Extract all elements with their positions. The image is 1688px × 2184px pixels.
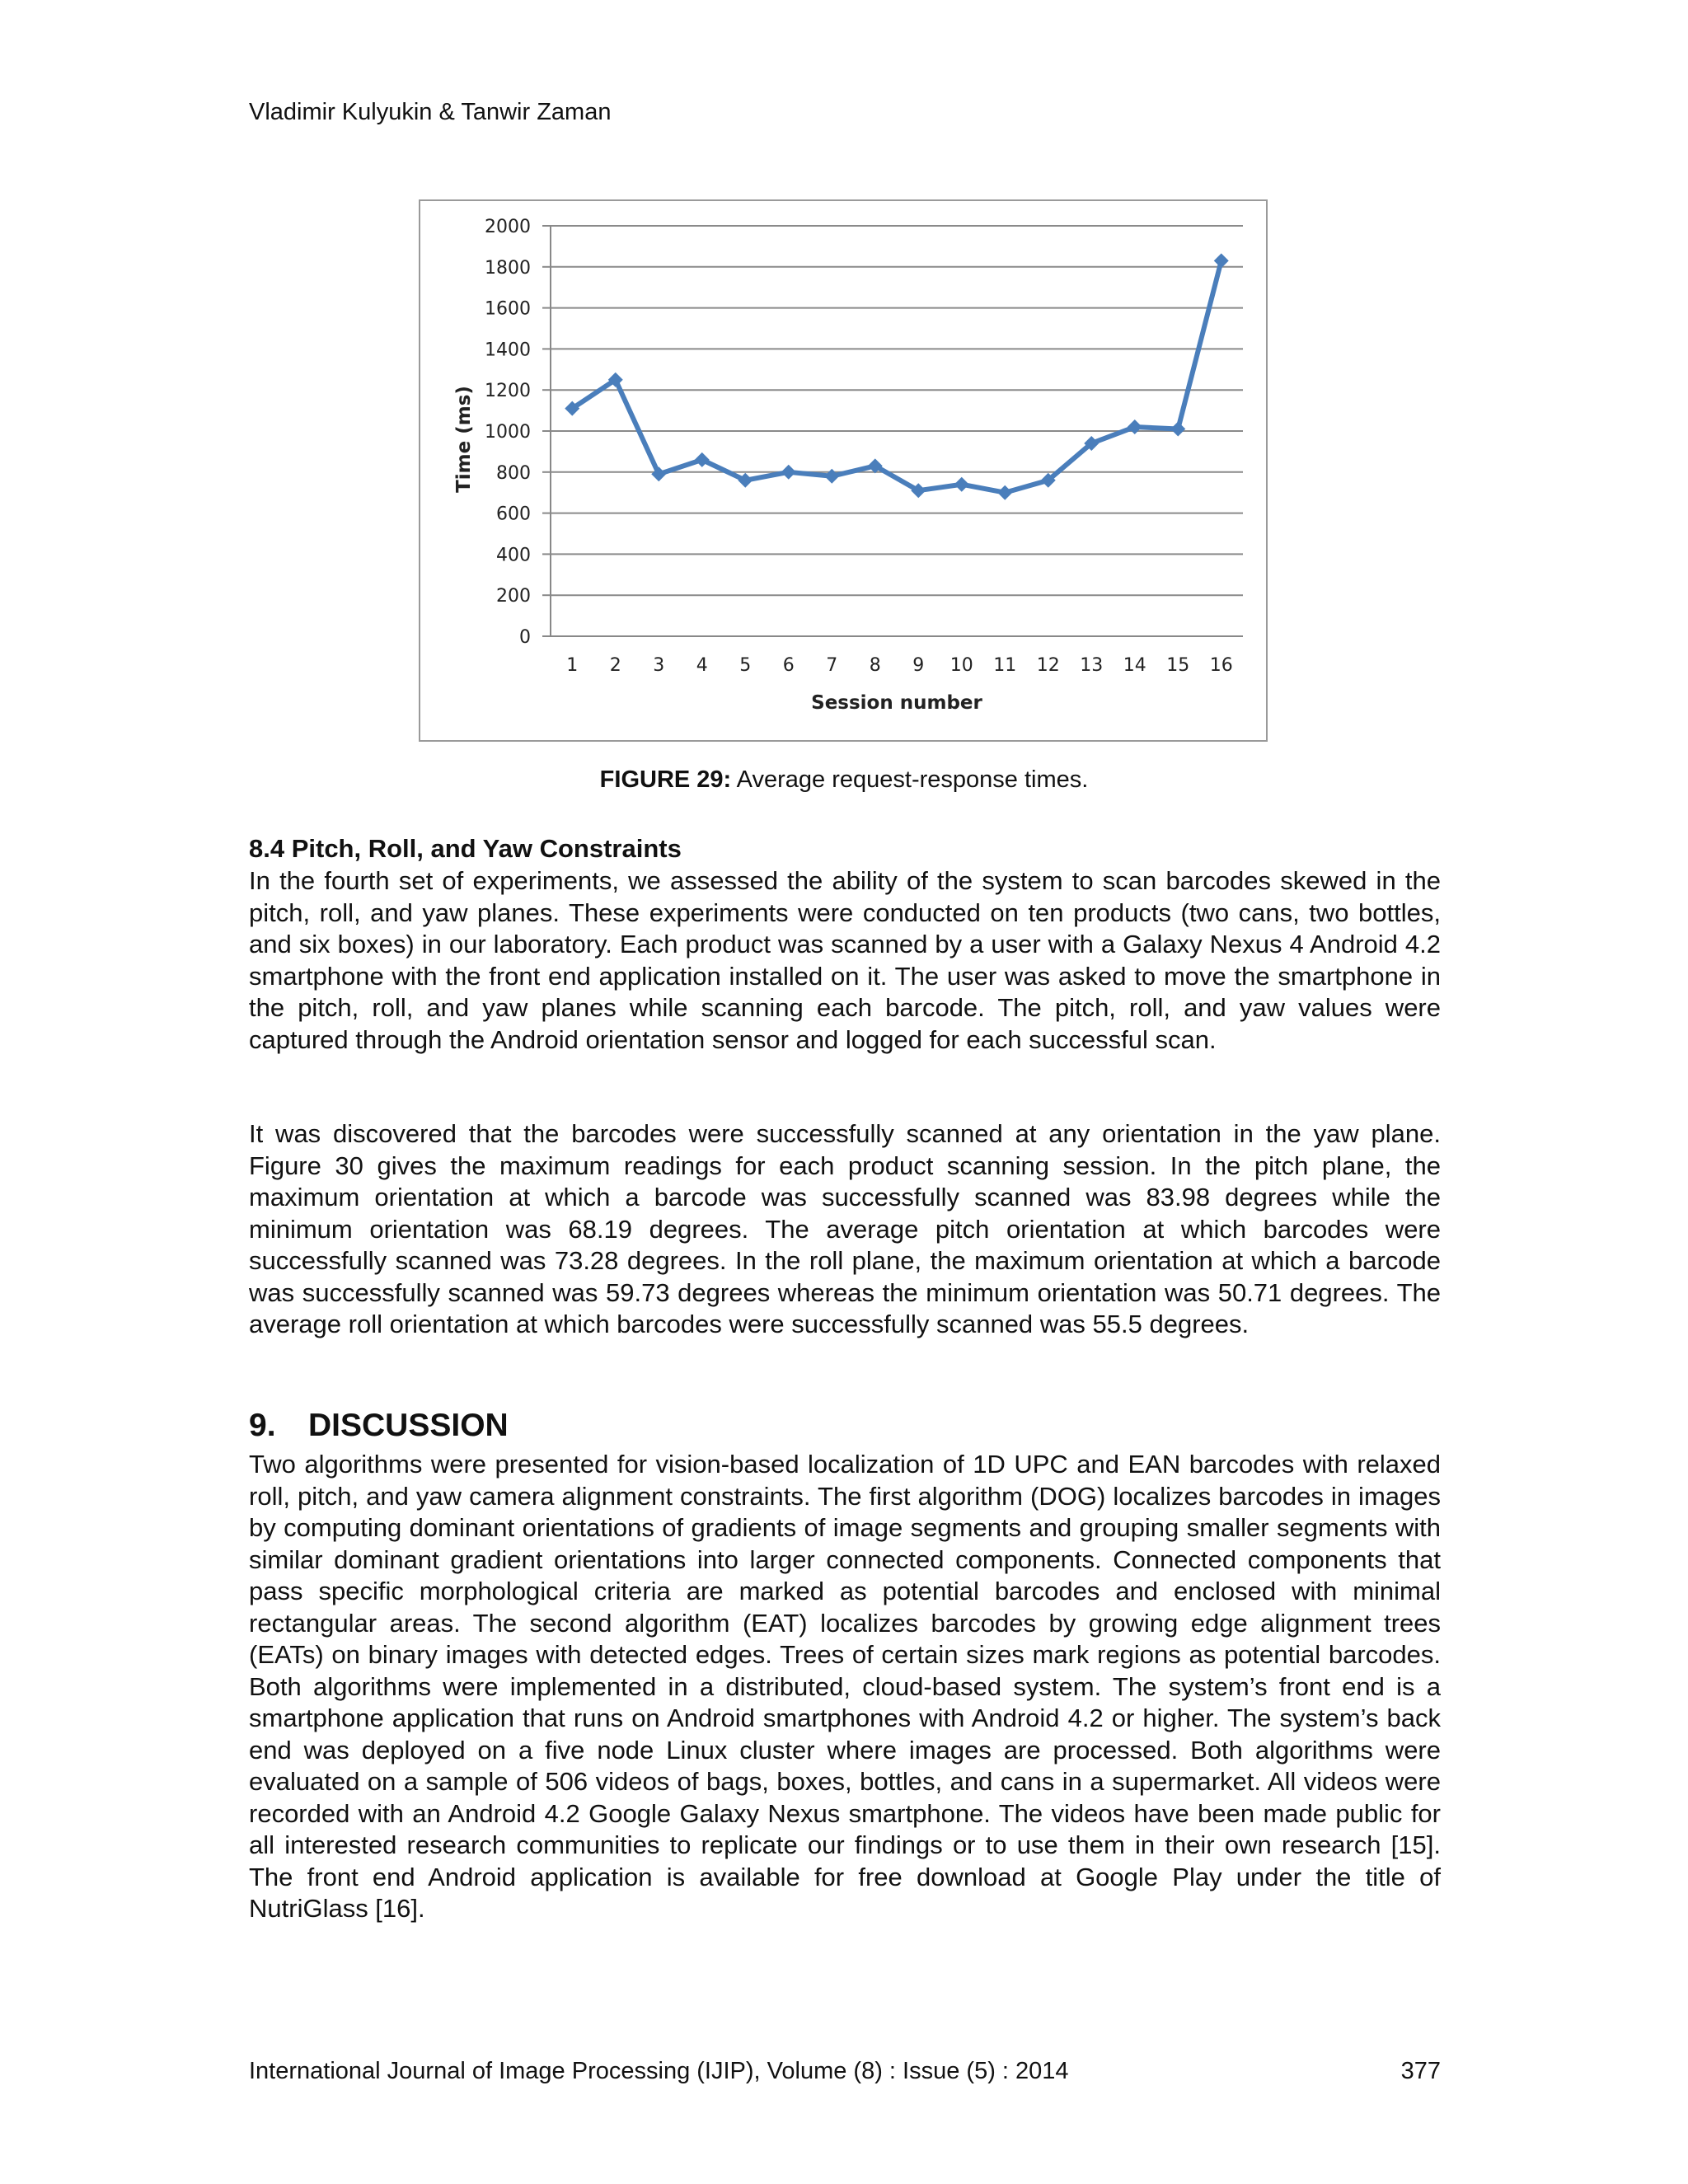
data-point-marker [997,485,1012,500]
data-point-marker [824,469,839,484]
x-tick-label: 13 [1080,655,1104,676]
figure-caption [0,766,1688,794]
x-tick-label: 8 [869,655,881,676]
x-tick-label: 4 [696,655,708,676]
figure-29-chart [419,199,1268,742]
data-point-marker [954,477,969,492]
section-9-title: DISCUSSION [308,1408,509,1443]
x-tick-label: 12 [1036,655,1060,676]
line-chart [420,201,1269,743]
x-tick-label: 11 [993,655,1017,676]
x-tick-label: 14 [1123,655,1146,676]
y-tick-label: 400 [496,545,531,566]
section-9-paragraph: Two algorithms were presented for vision-based localization of 1D UPC and EAN barcodes with relaxed roll, pitch, and yaw camera alignment constraints. The first algorithm (DOG) localizes barcodes in images by computing dominant orientations of gradients of image segments and grouping smaller segments with similar dominant gradient orientations into larger connected components. Connected components that pass specific morphological criteria are marked as potential barcodes and enclosed with minimal rectangular areas. The second algorithm (EAT) localizes barcodes by growing edge alignment trees (EATs) on binary images with detected edges. Trees of certain sizes mark regions as potential barcodes. Both algorithms were implemented in a distributed, cloud-based system. The system’s front end is a smartphone application that runs on Android smartphones with Android 4.2 or higher. The system’s back end was deployed on a five node Linux cluster where images are processed. Both algorithms were evaluated on a sample of 506 videos of bags, boxes, bottles, and cans in a supermarket. All videos were recorded with an Android 4.2 Google Galaxy Nexus smartphone. The videos have been made public for all interested research communities to replicate our findings or to use them in their own research [15]. The front end Android application is available for free download at Google Play under the title of NutriGlass [16]. [249,1450,1441,1923]
x-tick-label: 2 [609,655,621,676]
x-tick-label: 6 [782,655,795,676]
running-header: Vladimir Kulyukin & Tanwir Zaman [249,99,612,125]
footer-journal: International Journal of Image Processing (IJIP), Volume (8) : Issue (5) : 2014 [249,2058,1069,2084]
y-tick-label: 1600 [485,298,531,320]
y-tick-label: 0 [519,627,531,648]
data-point-marker [1214,253,1229,268]
caption-text: Average request-response times. [736,766,1089,793]
x-axis-label: Session number [811,692,982,714]
y-tick-label: 2000 [485,217,531,237]
section-8-4-title: 8.4 Pitch, Roll, and Yaw Constraints [249,834,682,863]
data-point-marker [651,466,666,481]
section-8-4-paragraph-1: In the fourth set of experiments, we assessed the ability of the system to scan barcodes skewed in the pitch, roll, and yaw planes. These experiments were conducted on ten products (two cans, two bottles, and six boxes) in our laboratory. Each product was scanned by a user with a Galaxy Nexus 4 Android 4.2 smartphone with the front end application installed on it. The user was asked to move the smartphone in the pitch, roll, and yaw planes while scanning each barcode. The pitch, roll, and yaw values were captured through the Android orientation sensor and logged for each successful scan. [249,866,1441,1054]
y-tick-label: 1400 [485,340,531,361]
x-tick-label: 16 [1209,655,1233,676]
y-tick-label: 1800 [485,257,531,279]
x-tick-label: 9 [912,655,925,676]
x-tick-label: 5 [739,655,752,676]
data-point-marker [781,465,796,480]
section-8-4-paragraph-2: It was discovered that the barcodes were successfully scanned at any orientation in the yaw plane. Figure 30 gives the maximum readings for each product scanning session. In the pitch plane, the maximum orientation at which a barcode was successfully scanned was 83.98 degrees while the minimum orientation was 68.19 degrees. The average pitch orientation at which barcodes were successfully scanned was 73.28 degrees. In the roll plane, the maximum orientation at which a barcode was successfully scanned was 59.73 degrees whereas the minimum orientation was 50.71 degrees. The average roll orientation at which barcodes were successfully scanned was 55.5 degrees. [249,1119,1441,1338]
x-tick-label: 1 [566,655,579,676]
section-9-heading [249,1408,509,1444]
y-tick-label: 200 [496,586,531,607]
section-9-number: 9. [249,1408,276,1443]
page-number: 377 [1400,2058,1441,2084]
x-tick-label: 10 [950,655,973,676]
x-tick-label: 7 [826,655,838,676]
x-tick-label: 15 [1166,655,1190,676]
y-tick-label: 600 [496,504,531,525]
data-point-marker [1128,419,1142,434]
data-point-marker [1170,422,1185,437]
series-line [572,260,1221,492]
caption-label: FIGURE 29: [599,766,732,793]
x-tick-label: 3 [653,655,665,676]
y-tick-label: 1200 [485,381,531,402]
y-tick-label: 1000 [485,422,531,443]
y-tick-label: 800 [496,462,531,484]
y-axis-label: Time (ms) [453,386,475,493]
